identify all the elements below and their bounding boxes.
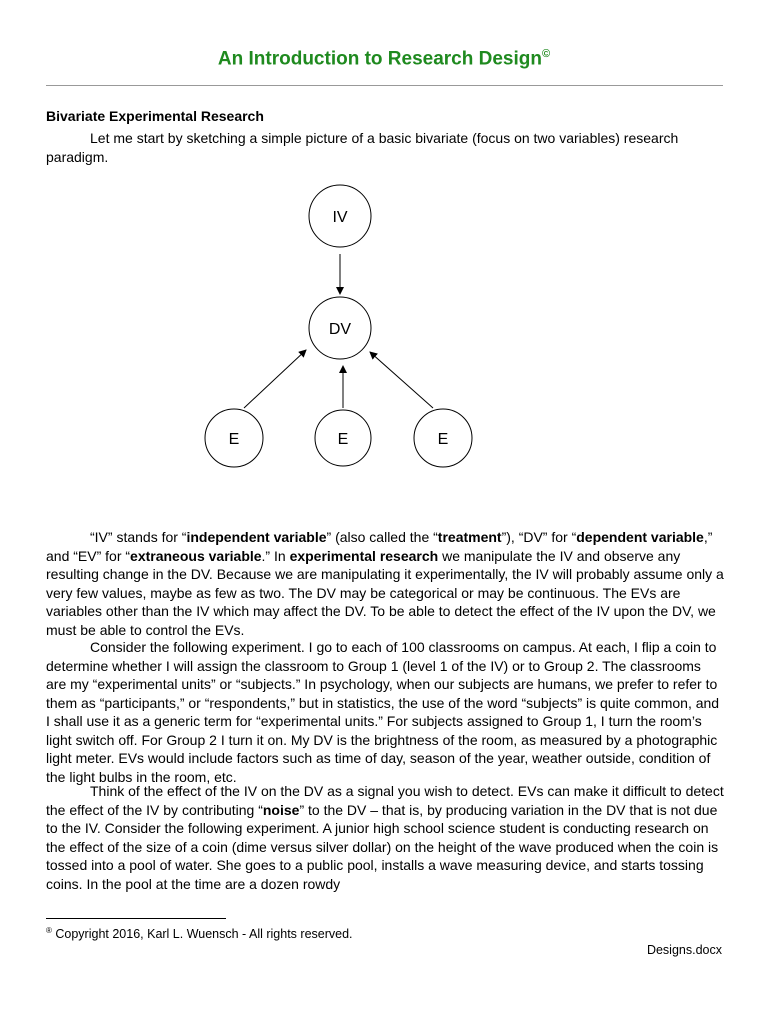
term-treatment: treatment	[437, 529, 502, 545]
experiment-text: Consider the following experiment. I go to each of 100 classrooms on campus. At each, I flip a coin to determine whether I will assign the classroom to Group 1 (level 1 of the IV) or to Group 2. The classrooms are my “experimental units” or “subjects.” In psychology, when our subjects are humans, we prefer to refer to them as “participants,” or “respondents,” but in statistics, the use of the word “subjects” is quite common, and I shall use it as a generic term for “experimental units.” For subjects assigned to Group 1, I turn the room’s light switch off. For Group 2 I turn it on. My DV is the brightness of the room, as measured by a photographic light meter. EVs would include factors such as time of day, season of the year, weather outside, condition of the light bulbs in the room, etc.	[46, 639, 720, 785]
ev-label-left: E	[228, 431, 240, 448]
footnote	[46, 926, 353, 941]
term-experimental-research: experimental research	[289, 547, 439, 564]
footnote-rule	[46, 918, 226, 919]
ev-label-right: E	[437, 431, 449, 448]
section-heading: Bivariate Experimental Research	[46, 108, 264, 124]
term-noise: noise	[262, 801, 300, 818]
dv-label: DV	[328, 321, 352, 338]
ev-label-middle: E	[337, 431, 349, 448]
variables-diagram	[0, 0, 768, 500]
title-mark: ©	[541, 48, 551, 60]
term-extraneous-variable: extraneous variable	[130, 547, 262, 564]
arrow-ev-left-to-dv	[244, 350, 306, 408]
footnote-mark: ®	[46, 926, 52, 935]
footnote-text: Copyright 2016, Karl L. Wuensch - All rights reserved.	[51, 927, 353, 942]
iv-label: IV	[332, 209, 348, 226]
term-dependent-variable: dependent variable	[576, 529, 704, 545]
term-independent-variable: independent variable	[186, 529, 327, 545]
title-text: An Introduction to Research Design	[217, 48, 542, 70]
intro-text: Let me start by sketching a simple picture of a basic bivariate (focus on two variables) research paradigm.	[46, 130, 679, 165]
arrow-ev-right-to-dv	[370, 352, 433, 408]
paragraph-noise: Think of the effect of the IV on the DV as a signal you wish to detect. EVs can make it difficult to detect the effect of the IV by contributing “noise” to the DV – that is, by producing variation in the DV that is not due to the IV. Consider the following experiment. A junior high school science student is conducting research on the effect of the size of a coin (dime versus silver dollar) on the height of the wave produced when the coin is tossed into a pool of water. She goes to a public pool, installs a wave measuring device, and starts tossing coins. In the pool at the time are a dozen rowdy	[46, 783, 724, 892]
paragraph-experiment	[46, 638, 724, 786]
file-name: Designs.docx	[646, 943, 722, 957]
paragraph-definitions: “IV” stands for “independent variable” (also called the “treatment”), “DV” for “dependent variable,” and “EV” for “extraneous variable.” In experimental research we manipulate the IV and observe any resulting change in the DV. Because we are manipulating it experimentally, the IV will probably assume only a very few values, maybe as few as two. The DV may be categorical or may be continuous. The EVs are variables other than the IV which may affect the DV. To be able to detect the effect of the IV upon the DV, we must be able to control the EVs.	[46, 529, 724, 638]
